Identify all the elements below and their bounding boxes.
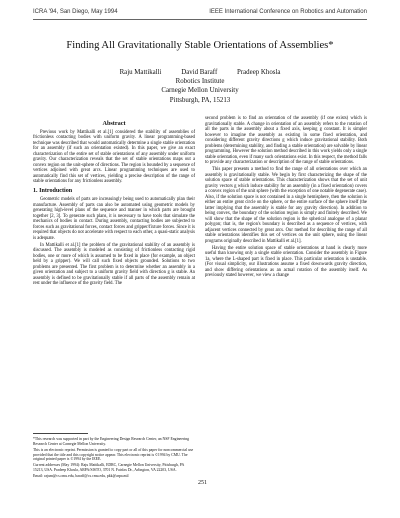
author-name: Pradeep Khosla xyxy=(237,69,281,76)
abstract-text: Previous work by Mattikalli et al.[1] considered the stability of assemblies of frictionless contacting bodies with uniform gravity. A linear programming-based technique was described that would automatically determine a single stable orientation for an assembly (if such an orientation existed). In this paper, we give an exact characterization of the entire set of stable orientations of any assembly under uniform gravity. Our characterization reveals that the set of stable orientations maps out a convex region on the unit-sphere of directions. The region is bounded by a sequence of vertices adjoined with great arcs. Linear programming techniques are used to automatically find this set of vertices, yielding a precise description of the range of stable orientations for any frictionless assembly. xyxy=(33,129,195,184)
body-paragraph: second problem is to find an orientation of the assembly (if one exists) which is gravitationally stable. A change in orientation of an assembly refers to the rotation of all the parts in the assembly about a fixed axis, keeping g constant. It is simpler however to imagine the assembly as existing in some fixed orientation, and considering different gravity directions g which induce gravitational stability. Both problems (determining stability, and finding a stable orientation) are solvable by linear programming. However the solution method described in this work yields only a single stable orientation, even if many such orientations exist. In this respect, the method falls to provide any characterization or description of the range of stable orientations. xyxy=(205,116,368,165)
body-paragraph: Having the entire solution space of stable orientations at hand is clearly more useful than knowing only a single stable orientation. Consider the assembly in Figure 1a, where the L-shaped part is fixed in place. This particular orientation is unstable. (For visual simplicity, our illustrations assume a fixed downwards gravity direction, and show differing orientations as an actual rotation of the assembly itself. As previously stated however, we view a change xyxy=(205,245,367,278)
conference-date: ICRA '94, San Diego, May 1994 xyxy=(33,9,118,15)
conference-name: IEEE International Conference on Robotics and Automation xyxy=(209,9,367,15)
body-paragraph: This paper presents a method to find the range of all orientations over which an assembly is gravitationally stable. We begin by first characterizing the shape of the solution space of stable orientations. This characterization shows that the set of unit gravity vectors g which induce stability for an assembly (in a fixed orientation) covers a convex region of the unit sphere (with the exception of one notable degenerate case). Also, if the solution space is not contained in a single hemisphere, then the solution is either an entire great circle on the sphere, or the entire surface of the sphere itself (the latter implying that the assembly is stable for any gravity direction). In addition to being convex, the boundary of the solution region is simply and finitely described. We will show that the shape of the solution region is the spherical analogue of a planar polygon; that is, the region's boundary is described as a sequence of vertices, with adjacent vertices connected by great arcs. Our method for describing the range of all stable orientations identifies this set of vertices on the unit sphere, using the linear programs originally described in Mattikalli et al.[1]. xyxy=(205,167,367,244)
affiliation-line: Carnegie Mellon University xyxy=(161,87,239,95)
author-name: Raju Mattikalli xyxy=(119,69,162,76)
footnote: Email: rajum@cs.cmu.edu, baraff@cs.cmu.edu, pkk@arpa.mil xyxy=(33,474,129,479)
affiliation-line: Robotics Institute xyxy=(175,78,225,86)
footnote: This is an electronic reprint. Permission is granted to copy part or all of this paper for noncommercial use provided that the title and this copyright notice appear. This electronic reprint is ©1994 by CMU. The original printed paper is ©1994 by the IEEE. xyxy=(33,447,194,462)
footnote: *This research was supported in part by the Engineering Design Research Center, an NSF Engineering Research Center at Carnegie Mellon University. xyxy=(33,437,190,446)
author-block xyxy=(0,68,400,105)
running-header xyxy=(33,9,367,20)
body-paragraph: In Mattikalli et al.[1] the problem of the gravitational stability of an assembly is discussed. The assembly is modeled as consisting of frictionless contacting rigid bodies, one or more of which is assumed to be fixed in place (for example, an object held by a gripper). We will call such fixed objects grounded. Solutions to two problems are presented. The first problem is to determine whether an assembly in a given orientation and subject to a uniform gravity field with direction g is stable. An assembly is defined to be gravitationally stable if all parts of the assembly remain at rest under the influence of the gravity field. The xyxy=(33,242,195,286)
author-name: David Baraff xyxy=(181,69,218,76)
footnote: Current addresses (May 1994): Raju Mattikalli, EDRC, Carnegie Mellon University, Pittsburgh, PA 15213, USA. Pradeep Khosla, ARPA/SISTO, 3701 N. Fairfax Dr., Arlington, VA 22203, USA. xyxy=(33,463,185,472)
right-column xyxy=(205,116,367,280)
body-paragraph: Geometric models of parts are increasingly being used to automatically plan their manufacture. Assembly of parts can also be automated using geometric models by generating high-level plans of the sequence and manner in which parts are brought together [2, 3]. To generate such plans, it is necessary to have tools that simulate the mechanics of bodies in contact. During assembly, contacting bodies are subjected to forces such as gravitational forces, contact forces and gripper/fixture forces. Since it is required that objects do not accelerate with respect to each other, a quasi-static analysis is adequate. xyxy=(33,197,195,241)
affiliation-line: Pittsburgh, PA, 15213 xyxy=(169,96,231,104)
left-column xyxy=(33,115,195,288)
paper-title: Finding All Gravitationally Stable Orientations of Assemblies* xyxy=(66,40,334,51)
section-heading: 1. Introduction xyxy=(33,187,73,194)
page-number: 251 xyxy=(198,480,207,486)
footnote-rule xyxy=(33,433,88,434)
author-names xyxy=(0,68,400,77)
abstract-heading: Abstract xyxy=(102,120,126,127)
footnotes xyxy=(33,433,195,480)
